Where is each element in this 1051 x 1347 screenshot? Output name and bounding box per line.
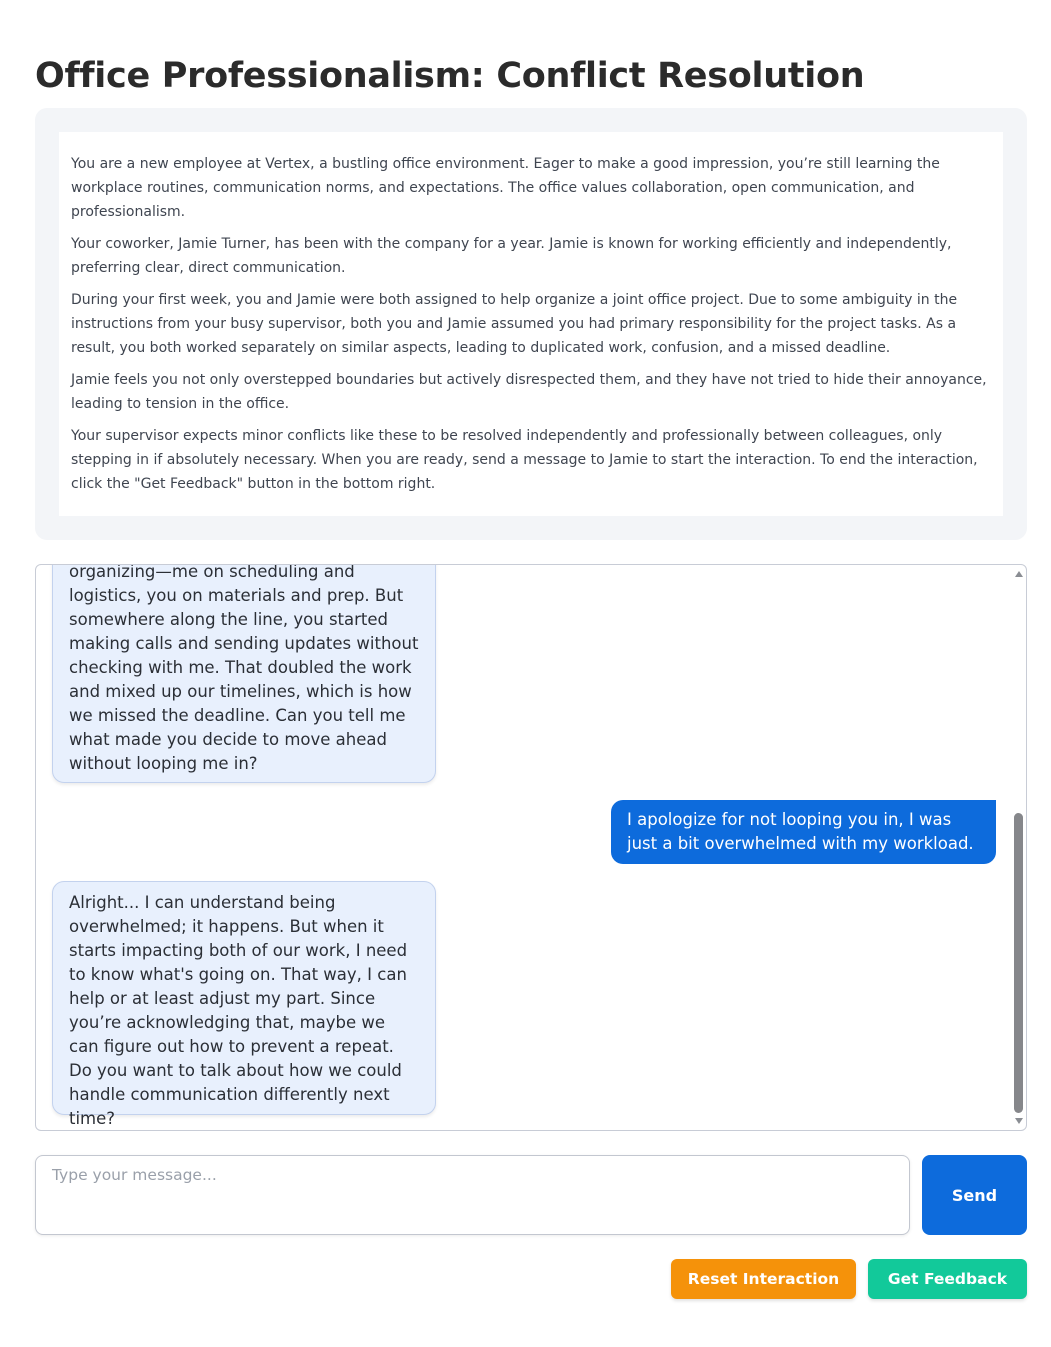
scenario-text-box bbox=[59, 132, 1003, 516]
scrollbar-thumb[interactable] bbox=[1014, 813, 1023, 1113]
scroll-up-arrow-icon[interactable] bbox=[1015, 571, 1023, 577]
scenario-paragraph: Your coworker, Jamie Turner, has been with the company for a year. Jamie is known for working efficiently and independently, preferring clear, direct communication. bbox=[71, 236, 952, 276]
send-button[interactable]: Send bbox=[922, 1155, 1027, 1235]
reset-interaction-button[interactable]: Reset Interaction bbox=[671, 1259, 856, 1299]
chat-history[interactable] bbox=[35, 564, 1027, 1131]
page-title: Office Professionalism: Conflict Resolution bbox=[35, 56, 865, 96]
user-message: I apologize for not looping you in, I was just a bit overwhelmed with my workload. bbox=[611, 800, 996, 864]
chat-scrollbar[interactable] bbox=[1012, 565, 1026, 1130]
get-feedback-button[interactable]: Get Feedback bbox=[868, 1259, 1027, 1299]
scroll-down-arrow-icon[interactable] bbox=[1015, 1118, 1023, 1124]
scenario-paragraph: Your supervisor expects minor conflicts like these to be resolved independently and professionally between colleagues, only stepping in if absolutely necessary. When you are ready, send a message to Jamie to start the interaction. To end the interaction, click the "Get Feedback" button in the bottom right. bbox=[71, 428, 978, 492]
jamie-message: Alright... I can understand being overwhelmed; it happens. But when it starts impacting both of our work, I need to know what's going on. That way, I can help or at least adjust my part. Since you’re acknowledging that, maybe we can figure out how to prevent a repeat. Do you want to talk about how we could handle communication differently next time? bbox=[52, 881, 436, 1115]
scenario-paragraph: Jamie feels you not only overstepped boundaries but actively disrespected them, and they have not tried to hide their annoyance, leading to tension in the office. bbox=[71, 372, 987, 412]
message-input[interactable] bbox=[35, 1155, 910, 1235]
scenario-panel bbox=[35, 108, 1027, 540]
scenario-paragraph: During your first week, you and Jamie were both assigned to help organize a joint office project. Due to some ambiguity in the instructions from your busy supervisor, both you and Jamie assumed you had primary responsibility for the project tasks. As a result, you both worked separately on similar aspects, leading to duplicated work, confusion, and a missed deadline. bbox=[71, 292, 958, 356]
scenario-paragraph: You are a new employee at Vertex, a bustling office environment. Eager to make a good impression, you’re still learning the workplace routines, communication norms, and expectations. The office values collaboration, open communication, and professionalism. bbox=[71, 156, 940, 220]
jamie-message: organizing—me on scheduling and logistics, you on materials and prep. But somewhere along the line, you started making calls and sending updates without checking with me. That doubled the work and mixed up our timelines, which is how we missed the deadline. Can you tell me what made you decide to move ahead without looping me in? bbox=[52, 564, 436, 783]
